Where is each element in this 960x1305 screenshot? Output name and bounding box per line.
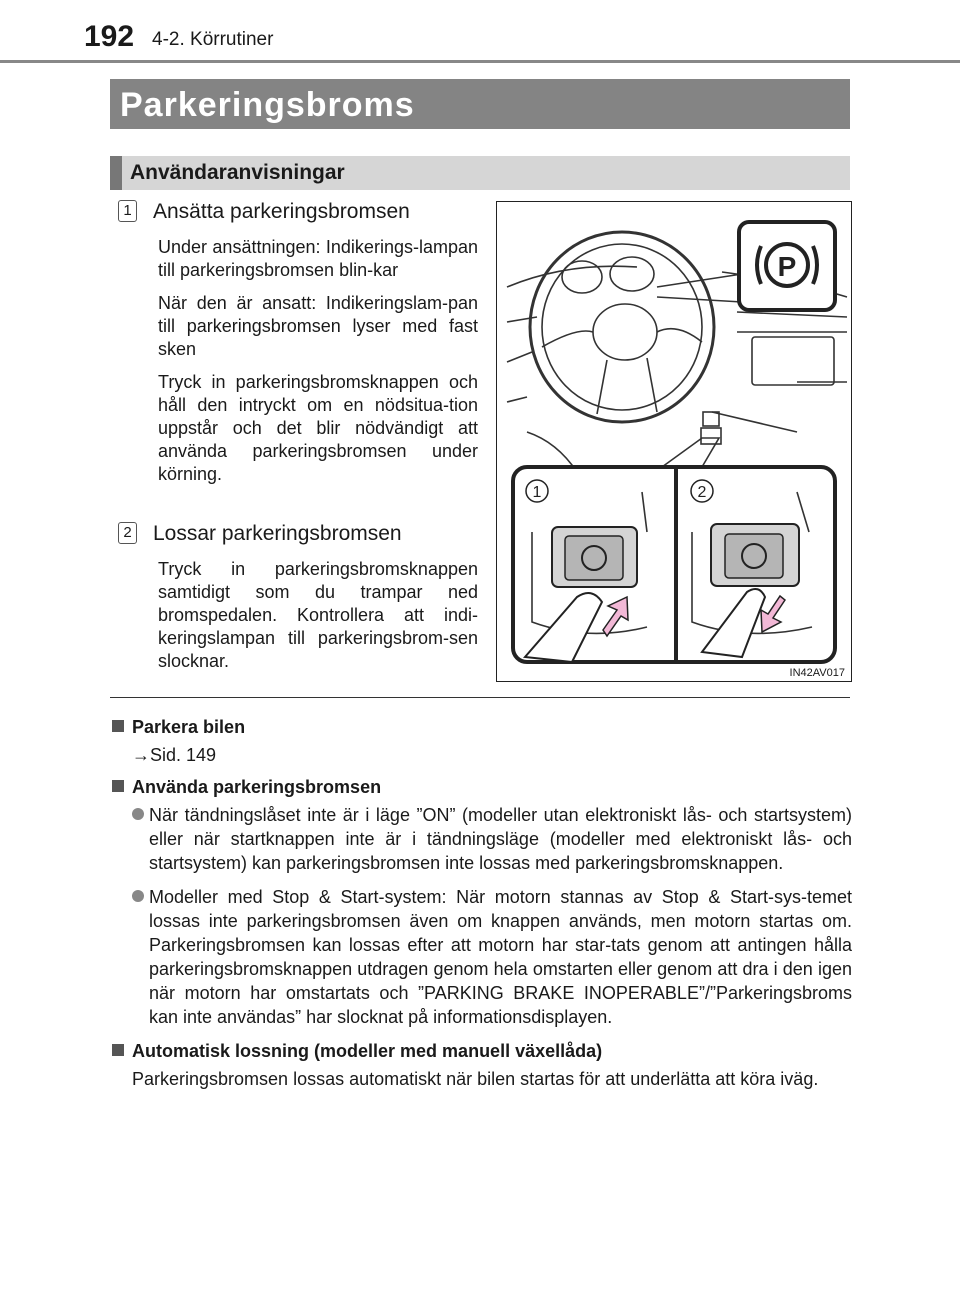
note-paragraph: Parkeringsbromsen lossas automatiskt när bilen startas för att underlätta att köra iväg.: [132, 1069, 819, 1089]
square-bullet-icon: [112, 780, 124, 792]
divider: [110, 697, 850, 698]
section-title: 4-2. Körrutiner: [152, 29, 274, 50]
figure-code: IN42AV017: [789, 667, 845, 679]
step-body: [158, 236, 478, 486]
header-rule: [0, 60, 960, 63]
page-reference: →Sid. 149: [132, 745, 217, 765]
subtitle: Användaranvisningar: [130, 161, 345, 184]
step-number: 2: [118, 522, 137, 544]
page-title: Parkeringsbroms: [120, 86, 415, 124]
title-bar: [110, 79, 850, 129]
callout-2: 2: [697, 484, 707, 501]
subtitle-marker: [110, 156, 122, 190]
note-heading-text: Automatisk lossning (modeller med manuell växellåda): [132, 1041, 603, 1061]
note-heading: [112, 715, 852, 739]
callout-1: 1: [532, 484, 542, 501]
p-icon-symbol: P: [777, 251, 797, 282]
notes: [112, 707, 852, 1091]
step-heading: [118, 522, 478, 546]
square-bullet-icon: [112, 720, 124, 732]
step-2: [118, 522, 478, 683]
note-heading-text: Parkera bilen: [132, 717, 246, 737]
illustration-drawing: [497, 202, 851, 681]
square-bullet-icon: [112, 1044, 124, 1056]
bullet-item: [132, 885, 852, 1029]
step-number: 1: [118, 200, 137, 222]
step-1: [118, 200, 478, 496]
bullet-item: [132, 803, 852, 875]
step-paragraph: Tryck in parkeringsbromsknappen och håll den intryckt om en nödsitua-tion uppstår och det blir nödvändigt att använda parkeringsbromsen under körning.: [158, 372, 478, 484]
note-heading-text: Använda parkeringsbromsen: [132, 777, 382, 797]
step-title: Lossar parkeringsbromsen: [153, 522, 402, 545]
subtitle-bar: [110, 156, 850, 190]
bullet-text: Modeller med Stop & Start-system: När motorn stannas av Stop & Start-sys-temet lossas inte parkeringsbromsen även om knappen används, men motorn startas om. Parkeringsbromsen kan lossas efter att motorn har star-tats genom att antingen hålla parkeringsbromsknappen utdragen genom hela omstarten eller genom att dra i den igen när motorn har omstartats och ”PARKING BRAKE INOPERABLE”/”Parkeringsbroms kan inte användas” har slocknat på informationsdisplayen.: [149, 887, 852, 1027]
note-heading: [112, 775, 852, 799]
page-number: 192: [84, 20, 135, 53]
illustration: [496, 201, 852, 682]
note-heading: [112, 1039, 852, 1063]
step-title: Ansätta parkeringsbromsen: [153, 200, 410, 223]
circle-bullet-icon: [132, 890, 144, 902]
step-paragraph: Under ansättningen: Indikerings-lampan till parkeringsbromsen blin-kar: [158, 237, 478, 280]
circle-bullet-icon: [132, 808, 144, 820]
step-paragraph: När den är ansatt: Indikeringslam-pan till parkeringsbromsen lyser med fast sken: [158, 293, 478, 359]
step-paragraph: Tryck in parkeringsbromsknappen samtidigt som du trampar ned bromspedalen. Kontrollera att indi-keringslampan till parkeringsbrom-sen slocknar.: [158, 559, 478, 671]
bullet-text: När tändningslåset inte är i läge ”ON” (modeller utan elektroniskt lås- och startsystem) eller när startknappen inte är i tändningsläge (modeller med elektroniskt lås- och startsystem) kan parkeringsbromsen inte lossas med parkeringsbromsknappen.: [149, 805, 852, 873]
step-heading: [118, 200, 478, 224]
step-body: [158, 558, 478, 673]
